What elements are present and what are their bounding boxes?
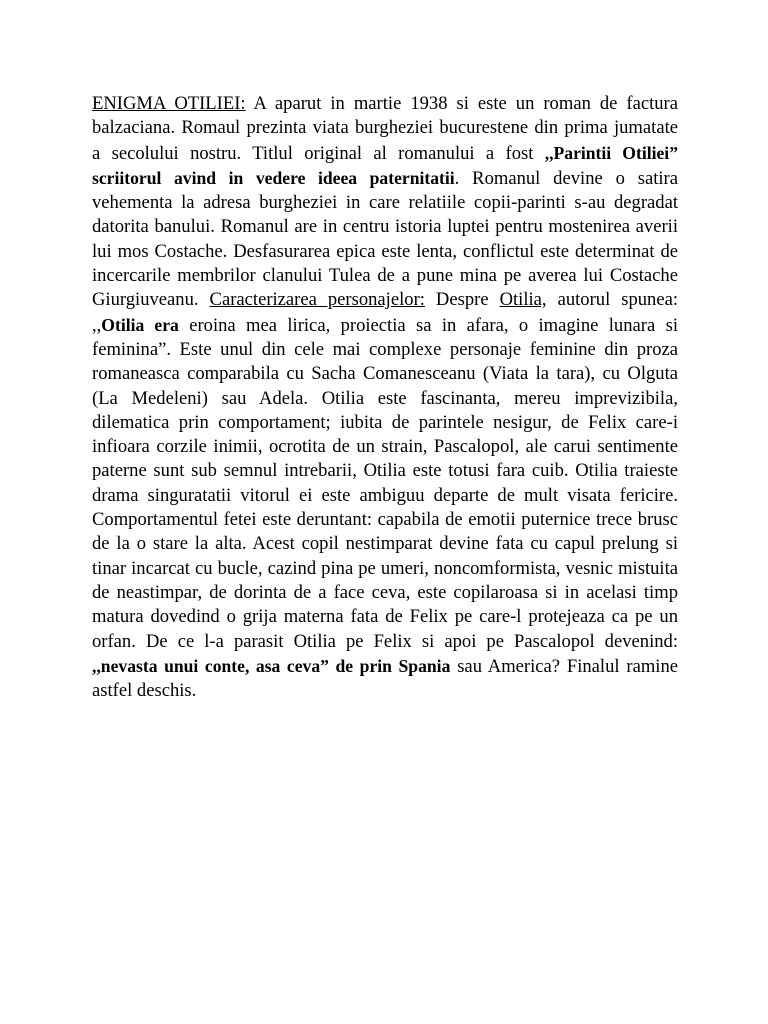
paragraph — [92, 92, 678, 703]
bold-quote: ,,Parintii Otiliei” scriitorul avind in vedere ideea paternitatii — [92, 142, 678, 188]
bold-quote: Otilia era — [101, 314, 179, 335]
paragraph-text: sau America? Finalul ramine astfel deschis. — [92, 655, 679, 702]
paragraph-text: A aparut in martie 1938 si este un roman de factura balzaciana. Romaul prezinta viata burgheziei bucurestene din prima jumatate a secolului nostru. Titlul original al romanului a fost — [92, 93, 678, 164]
paragraph-text: . Romanul devine o satira vehementa la adresa burgheziei in care relatiile copii-parinti s-au degradat datorita banului. Romanul are in centru istoria luptei pentru mostenirea averii lui mos Costache. Desfasurarea epica este lenta, conflictul este determinat de incercarile membrilor clanului Tulea de a pune mina pe averea lui Costache Giurgiuveanu. — [92, 167, 678, 311]
paragraph-text: eroina mea lirica, proiectia sa in afara, o imagine lunara si feminina”. Este unul din cele mai complexe personaje feminine din proza romaneasca comparabila cu Sacha Comanesceanu (Viata la tara), cu Olguta (La Medeleni) sau Adela. Otilia este fascinanta, mereu imprevizibila, dilematica prin comportament; iubita de parintele nesigur, de Felix care-i infioara corzile inimii, ocrotita de un strain, Pascalopol, ale carui sentimente paterne sunt sub semnul intrebarii, Otilia este totusi fara cuib. Otilia traieste drama singuratatii vitorul ei este ambiguu departe de mult visata fericire. Comportamentul fetei este deruntant: capabila de emotii puternice trece brusc de la o stare la alta. Acest copil nestimparat devine fata cu capul prelung si tinar incarcat cu bucle, cazind pina pe umeri, noncomformista, vesnic mistuita de neastimpar, de dorinta de a face ceva, este copilaroasa si in acelasi timp matura dovedind o grija materna fata de Felix pe care-l protejeaza ca pe un orfan. De ce l-a parasit Otilia pe Felix si apoi pe Pascalopol devenind: — [92, 314, 678, 652]
character-name: Otilia, — [499, 289, 547, 311]
paragraph-text: Despre — [424, 289, 500, 311]
document-body — [92, 92, 678, 703]
document-title: ENIGMA OTILIEI: — [92, 93, 246, 114]
bold-quote: ,,nevasta unui conte, asa ceva” de prin Spania — [92, 655, 451, 676]
section-heading: Caracterizarea personajelor: — [209, 289, 425, 311]
paragraph-text: autorul spunea: ,, — [92, 289, 679, 336]
